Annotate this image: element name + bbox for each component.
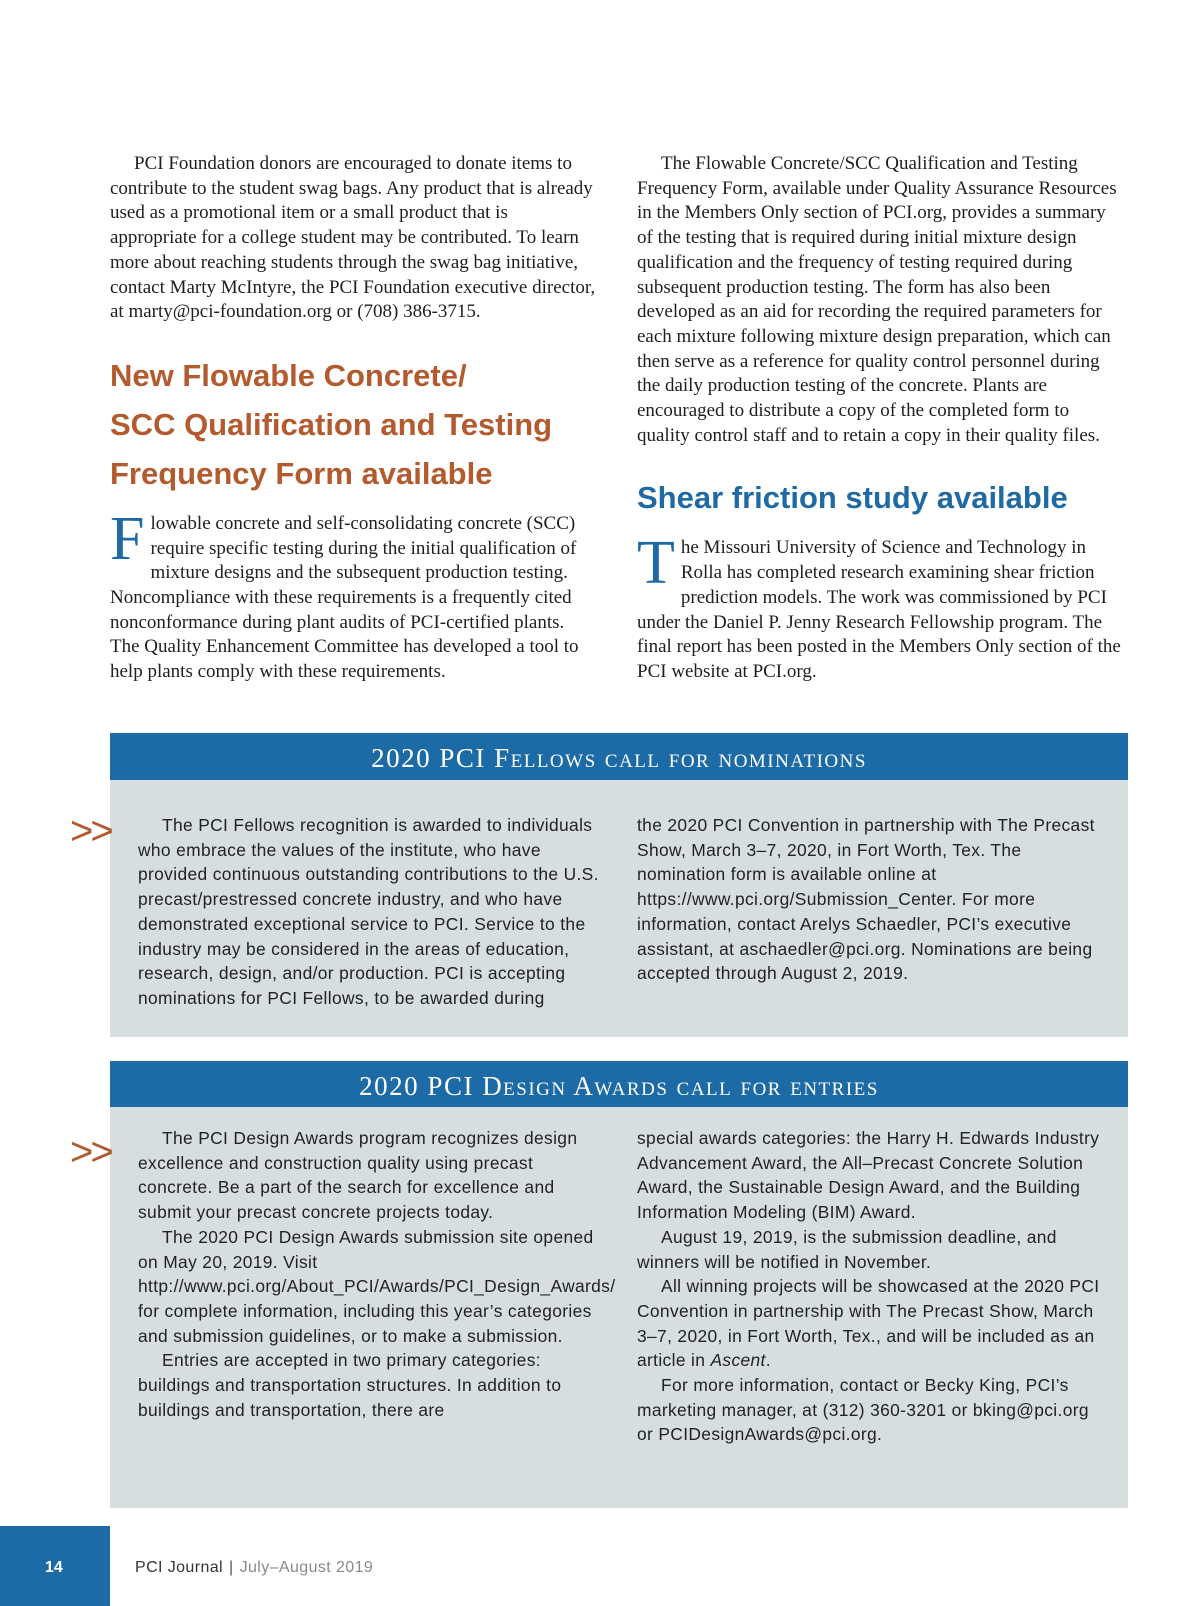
awards-right-p4: For more information, contact or Becky King, PCI’s marketing manager, at (312) 360-3201 or bking@pci.org or PCIDesignAwards@pci.org. bbox=[637, 1375, 1089, 1445]
awards-right-p2: August 19, 2019, is the submission deadline, and winners will be notified in November. bbox=[637, 1226, 1057, 1272]
fellows-right-text: the 2020 PCI Convention in partnership with The Precast Show, March 3–7, 2020, in Fort Worth, Tex. The nomination form is available online at https://www.pci.org/Submission_Center. For more information, contact Arelys Schaedler, PCI’s executive assistant, at aschaedler@pci.org. Nominations are being accepted through August 2, 2019. bbox=[637, 815, 1095, 984]
footer-separator: | bbox=[229, 1559, 234, 1576]
awards-left-p2: The 2020 PCI Design Awards submission site opened on May 20, 2019. Visit http://www.pci.org/About_PCI/Awards/PCI_Design_Awards/ for complete information, including this year’s categories and submission guidelines, or to make a submission. bbox=[138, 1226, 616, 1346]
awards-right-p3-text: All winning projects will be showcased at the 2020 PCI Convention in partnership with The Precast Show, March 3–7, 2020, in Fort Worth, Tex., and will be included as an article in bbox=[637, 1276, 1100, 1371]
form-paragraph: The Flowable Concrete/SCC Qualification and Testing Frequency Form, available under Quality Assurance Resources in the Members Only section of PCI.org, provides a summary of the testing that is required during initial mixture design qualification and the frequency of testing required during subsequent production testing. The form has also been developed as an aid for recording the required parameters for each mixture following mixture design preparation, which can then serve as a reference for quality control personnel during the daily production testing of the concrete. Plants are encouraged to distribute a copy of the completed form to quality control staff and to retain a copy in their quality files. bbox=[637, 153, 1117, 446]
awards-panel-title: 2020 PCI Design Awards call for entries bbox=[110, 1061, 1128, 1107]
fellows-panel-title: 2020 PCI Fellows call for nominations bbox=[110, 733, 1128, 780]
awards-left-column bbox=[138, 1126, 616, 1422]
chevron-right-icon: >> bbox=[70, 1130, 111, 1174]
period: . bbox=[765, 1350, 771, 1371]
ascent-title: Ascent bbox=[710, 1350, 766, 1371]
footer bbox=[135, 1559, 373, 1577]
issue-date: July–August 2019 bbox=[239, 1559, 374, 1576]
drop-cap: T bbox=[637, 529, 675, 598]
awards-panel bbox=[110, 1061, 1128, 1508]
fellows-panel bbox=[110, 733, 1128, 1037]
page-number-box bbox=[0, 1526, 110, 1606]
fellows-left-text: The PCI Fellows recognition is awarded to individuals who embrace the values of the institute, who have provided continuous outstanding contributions to the U.S. precast/prestressed concrete industry, and who have demonstrated exceptional service to PCI. Service to the industry may be considered in the areas of education, research, design, and/or production. PCI is accepting nominations for PCI Fellows, to be awarded during bbox=[138, 815, 599, 1008]
fellows-right-column bbox=[637, 813, 1102, 986]
awards-left-p1: The PCI Design Awards program recognizes design excellence and construction quality using precast concrete. Be a part of the search for excellence and submit your precast concrete projects today. bbox=[138, 1128, 578, 1223]
swag-bag-paragraph: PCI Foundation donors are encouraged to donate items to contribute to the student swag bags. Any product that is already used as a promotional item or a small product that is appropriate for a college student may be contributed. To learn more about reaching students through the swag bag initiative, contact Marty McIntyre, the PCI Foundation executive director, at marty@pci-foundation.org or (708) 386-3715. bbox=[110, 153, 596, 323]
awards-right-column bbox=[637, 1126, 1102, 1447]
chevron-right-icon: >> bbox=[70, 809, 111, 853]
shear-friction-heading: Shear friction study available bbox=[637, 480, 1068, 516]
flowable-article-body: lowable concrete and self-consolidating concrete (SCC) require specific testing during the initial qualification of mixture designs and the subsequent production testing. Noncompliance with these requirements is a frequently cited nonconformance during plant audits of PCI-certified plants. The Quality Enhancement Committee has developed a tool to help plants comply with these requirements. bbox=[110, 512, 579, 683]
right-column bbox=[637, 152, 1123, 685]
shear-friction-article bbox=[637, 529, 1123, 684]
awards-right-p1: special awards categories: the Harry H. Edwards Industry Advancement Award, the All–Precast Concrete Solution Award, the Sustainable Design Award, and the Building Information Modeling (BIM) Award. bbox=[637, 1128, 1100, 1223]
fellows-left-column bbox=[138, 813, 603, 1011]
page-number: 14 bbox=[45, 1559, 63, 1576]
heading-line-1: New Flowable Concrete/ bbox=[110, 357, 467, 393]
flowable-form-heading bbox=[110, 351, 596, 498]
heading-line-3: Frequency Form available bbox=[110, 455, 493, 491]
heading-line-2: SCC Qualification and Testing bbox=[110, 406, 553, 442]
left-column bbox=[110, 152, 596, 685]
drop-cap: F bbox=[110, 504, 145, 573]
journal-name: PCI Journal bbox=[135, 1559, 223, 1576]
awards-right-p3 bbox=[637, 1274, 1102, 1373]
shear-friction-article-body: he Missouri University of Science and Technology in Rolla has completed research examining shear friction prediction models. The work was commissioned by PCI under the Daniel P. Jenny Research Fellowship program. The final report has been posted in the Members Only section of the PCI website at PCI.org. bbox=[637, 537, 1121, 682]
flowable-article bbox=[110, 504, 596, 685]
awards-left-p3: Entries are accepted in two primary categories: buildings and transportation structures. In addition to buildings and transportation, there are bbox=[138, 1350, 562, 1420]
